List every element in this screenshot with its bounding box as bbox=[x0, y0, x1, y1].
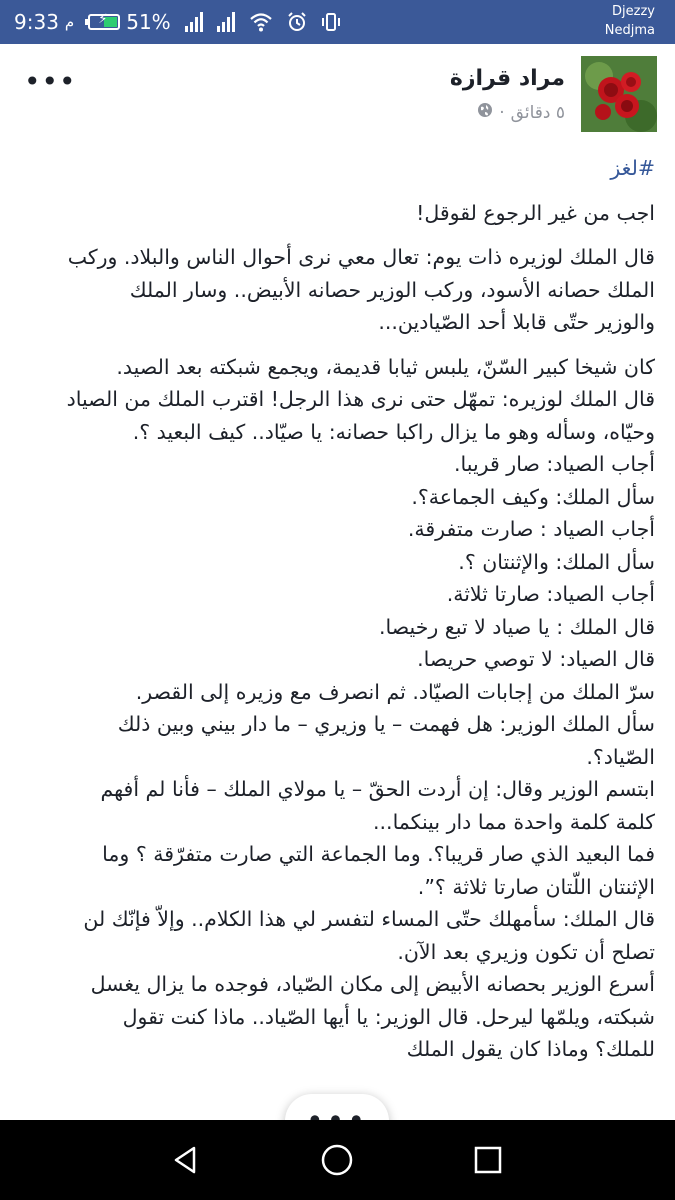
post-line: تصلح أن تكون وزيري بعد الآن. bbox=[397, 939, 655, 964]
signal-icon bbox=[217, 12, 235, 32]
post-line: كان شيخا كبير السّنّ، يلبس ثيابا قديمة، ويجمع شبكته بعد الصيد. bbox=[116, 354, 655, 379]
post-line: أجاب الصياد: صار قريبا. bbox=[454, 452, 655, 476]
post-paragraph bbox=[20, 197, 655, 230]
post-line: للملك؟ وماذا كان يقول الملك bbox=[406, 1037, 655, 1061]
home-icon[interactable] bbox=[319, 1142, 355, 1178]
back-icon[interactable] bbox=[168, 1142, 204, 1178]
carrier-line2: Nedjma bbox=[604, 23, 655, 38]
post-card bbox=[0, 44, 675, 1120]
post-line: أجاب الصياد: صارتا ثلاثة. bbox=[446, 582, 655, 606]
post-line: فما البعيد الذي صار قريبا؟. وما الجماعة التي صارت متفرّقة ؟ وما bbox=[102, 842, 655, 866]
hashtag-paragraph bbox=[20, 152, 655, 185]
separator-dot: · bbox=[499, 102, 505, 123]
alarm-icon bbox=[287, 12, 307, 32]
post-line: سأل الملك: والإثنتان ؟. bbox=[458, 549, 655, 574]
post-line: وحيّاه، وسأله وهو ما يزال راكبا حصانه: يا صيّاد.. كيف البعيد ؟. bbox=[132, 419, 655, 444]
post-line: قال الملك لوزيره: تمهّل حتى نرى هذا الرجل! اقترب الملك من الصياد bbox=[66, 387, 655, 411]
carrier-line1: Djezzy bbox=[612, 4, 655, 19]
battery-icon bbox=[88, 14, 120, 30]
post-line: قال الصياد: لا توصي حريصا. bbox=[417, 647, 655, 671]
recents-icon[interactable] bbox=[470, 1142, 506, 1178]
post-line: شبكته، ويلمّها ليرحل. قال الوزير: يا أيها الصّياد.. ماذا كنت تقول bbox=[122, 1004, 655, 1029]
post-line: اجب من غير الرجوع لقوقل! bbox=[416, 200, 655, 225]
status-bar bbox=[0, 0, 675, 44]
status-left bbox=[14, 7, 341, 37]
post-line: سأل الملك الوزير: هل فهمت – يا وزيري – ما دار بيني وبين ذلك bbox=[117, 712, 655, 736]
post-line: أجاب الصياد : صارت متفرقة. bbox=[407, 517, 655, 541]
carrier-name bbox=[575, 2, 655, 40]
battery-percent: 51% bbox=[126, 10, 171, 34]
post-paragraph bbox=[20, 351, 655, 1066]
post-paragraph bbox=[20, 241, 655, 339]
post-line: قال الملك: سأمهلك حتّى المساء لتفسر لي هذا الكلام.. وإلاّ فإنّك لن bbox=[83, 907, 655, 931]
navigation-bar bbox=[0, 1120, 675, 1200]
post-line: أسرع الوزير بحصانه الأبيض إلى مكان الصّياد، فوجده ما يزال يغسل bbox=[90, 972, 655, 996]
clock-ampm: م bbox=[64, 13, 75, 31]
post-line: الإثنتان اللّتان صارتا ثلاثة ؟”. bbox=[417, 874, 655, 899]
vibrate-icon bbox=[321, 12, 341, 32]
signal-icon bbox=[185, 12, 203, 32]
post-author[interactable]: مراد قرازة bbox=[449, 66, 565, 91]
post-body bbox=[20, 152, 655, 1078]
post-time[interactable]: ٥ دقائق bbox=[510, 102, 565, 123]
more-options-icon[interactable]: ••• bbox=[24, 65, 77, 98]
post-line: سأل الملك: وكيف الجماعة؟. bbox=[411, 484, 655, 509]
globe-icon bbox=[477, 102, 493, 123]
charging-icon: ⚡ bbox=[98, 12, 108, 27]
post-line: الصّياد؟. bbox=[586, 744, 655, 769]
clock-time: 9:33 bbox=[14, 10, 59, 34]
wifi-icon bbox=[249, 12, 273, 32]
post-line: كلمة كلمة واحدة مما دار بينكما... bbox=[373, 809, 655, 834]
avatar[interactable] bbox=[581, 56, 657, 132]
post-line: سرّ الملك من إجابات الصيّاد. ثم انصرف مع وزيره إلى القصر. bbox=[135, 679, 655, 704]
post-line: الملك حصانه الأسود، وركب الوزير حصانه الأبيض.. وسار الملك bbox=[129, 277, 655, 302]
hashtag-link[interactable]: #لغز bbox=[610, 156, 655, 180]
post-line: قال الملك لوزيره ذات يوم: تعال معي نرى أحوال الناس والبلاد. وركب bbox=[67, 245, 655, 269]
post-line: والوزير حتّى قابلا أحد الصّيادين... bbox=[378, 310, 655, 334]
post-line: قال الملك : يا صياد لا تبع رخيصا. bbox=[378, 614, 655, 639]
post-line: ابتسم الوزير وقال: إن أردت الحقّ – يا مولاي الملك – فأنا لم أفهم bbox=[100, 777, 655, 801]
post-meta bbox=[477, 102, 565, 123]
